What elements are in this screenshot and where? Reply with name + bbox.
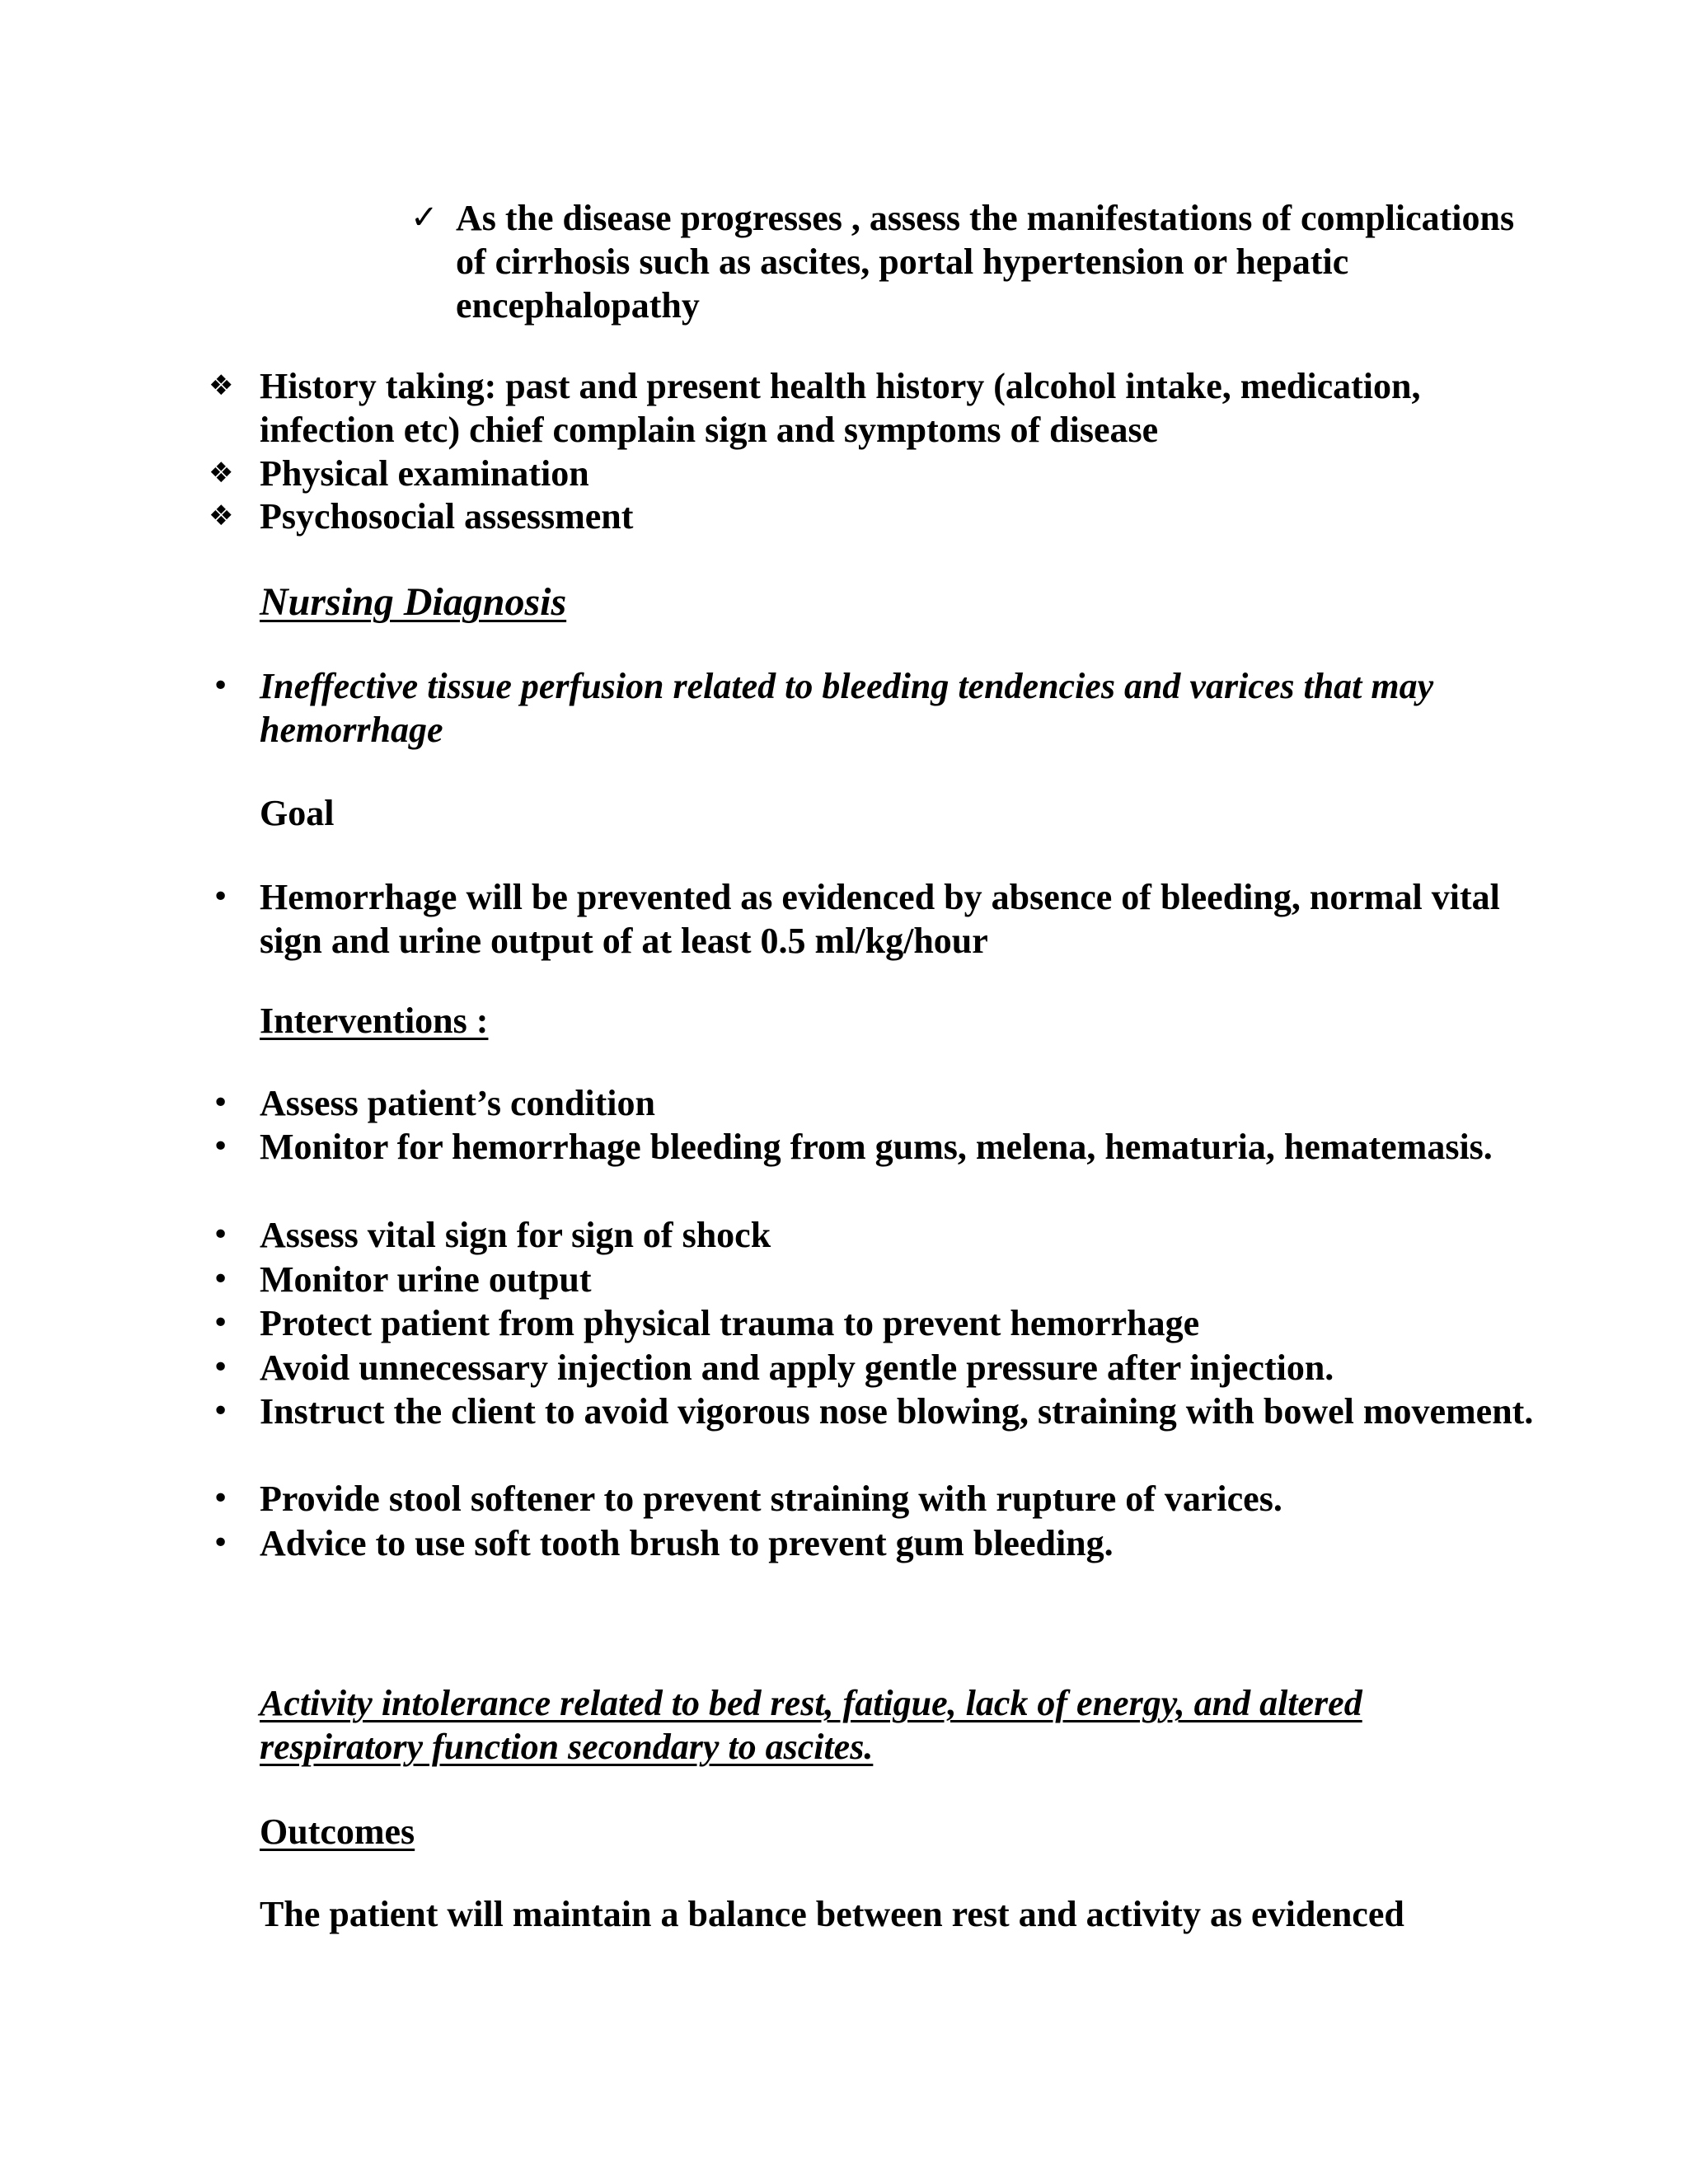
outcomes-text: The patient will maintain a balance between rest and activity as evidenced (260, 1894, 1404, 1934)
diamond-bullet-icon: ❖ (209, 499, 234, 532)
goal-item (212, 875, 1545, 963)
intervention-item (212, 1346, 1545, 1390)
bullet-icon: • (212, 1218, 230, 1252)
activity-intolerance-heading: Activity intolerance related to bed rest, fatigue, lack of energy, and altered respiratory function secondary to ascites. (260, 1683, 1362, 1767)
outcomes-heading: Outcomes (260, 1811, 415, 1852)
diamond-bullet-icon: ❖ (209, 457, 234, 490)
intervention-item (212, 1390, 1545, 1433)
assessment-item (209, 452, 1545, 495)
diagnosis-item (212, 664, 1545, 752)
goal-heading: Goal (260, 793, 335, 833)
bullet-icon: • (212, 1351, 230, 1385)
intervention-item (212, 1258, 1545, 1301)
bullet-icon: • (212, 1306, 230, 1340)
intervention-item (212, 1213, 1545, 1257)
intervention-item-text: Assess vital sign for sign of shock (260, 1215, 771, 1255)
diamond-bullet-icon: ❖ (209, 369, 234, 402)
intervention-item-text: Protect patient from physical trauma to prevent hemorrhage (260, 1303, 1200, 1343)
goal-item-text: Hemorrhage will be prevented as evidenced by absence of bleeding, normal vital sign and urine output of at least 0.5 ml/kg/hour (260, 877, 1500, 961)
bullet-icon: • (212, 1394, 230, 1428)
intervention-item (212, 1081, 1545, 1125)
intervention-item-text: Assess patient’s condition (260, 1083, 655, 1123)
bullet-icon: • (212, 669, 230, 703)
intervention-item-text: Advice to use soft tooth brush to prevent gum bleeding. (260, 1523, 1114, 1563)
bullet-icon: • (212, 1130, 230, 1164)
assessment-item-text: Psychosocial assessment (260, 496, 634, 537)
intervention-item-text: Instruct the client to avoid vigorous nose blowing, straining with bowel movement. (260, 1391, 1534, 1432)
bullet-icon: • (212, 1263, 230, 1296)
assessment-item-text: History taking: past and present health history (alcohol intake, medication, infection etc) chief complain sign and symptoms of disease (260, 366, 1421, 450)
intervention-item (212, 1477, 1545, 1521)
intervention-item (212, 1521, 1545, 1565)
intervention-item-text: Provide stool softener to prevent straining with rupture of varices. (260, 1479, 1282, 1519)
intervention-item-text: Avoid unnecessary injection and apply gentle pressure after injection. (260, 1347, 1334, 1388)
check-list-item (410, 196, 1527, 327)
assessment-item (209, 494, 1545, 538)
checkmark-icon: ✓ (410, 199, 438, 237)
assessment-item-text: Physical examination (260, 453, 589, 494)
intervention-item-text: Monitor for hemorrhage bleeding from gums, melena, hematuria, hematemasis. (260, 1127, 1493, 1167)
diagnosis-item-text: Ineffective tissue perfusion related to bleeding tendencies and varices that may hemorrhage (260, 666, 1434, 750)
nursing-diagnosis-heading: Nursing Diagnosis (260, 580, 567, 624)
bullet-icon: • (212, 1482, 230, 1516)
intervention-item (212, 1125, 1545, 1169)
bullet-icon: • (212, 880, 230, 914)
check-list-item-text: As the disease progresses , assess the manifestations of complications of cirrhosis such as ascites, portal hypertension or hepatic encephalopathy (456, 198, 1515, 326)
intervention-item (212, 1301, 1545, 1345)
interventions-heading: Interventions : (260, 1001, 489, 1041)
intervention-item-text: Monitor urine output (260, 1259, 592, 1300)
bullet-icon: • (212, 1086, 230, 1120)
bullet-icon: • (212, 1526, 230, 1560)
assessment-item (209, 364, 1545, 452)
